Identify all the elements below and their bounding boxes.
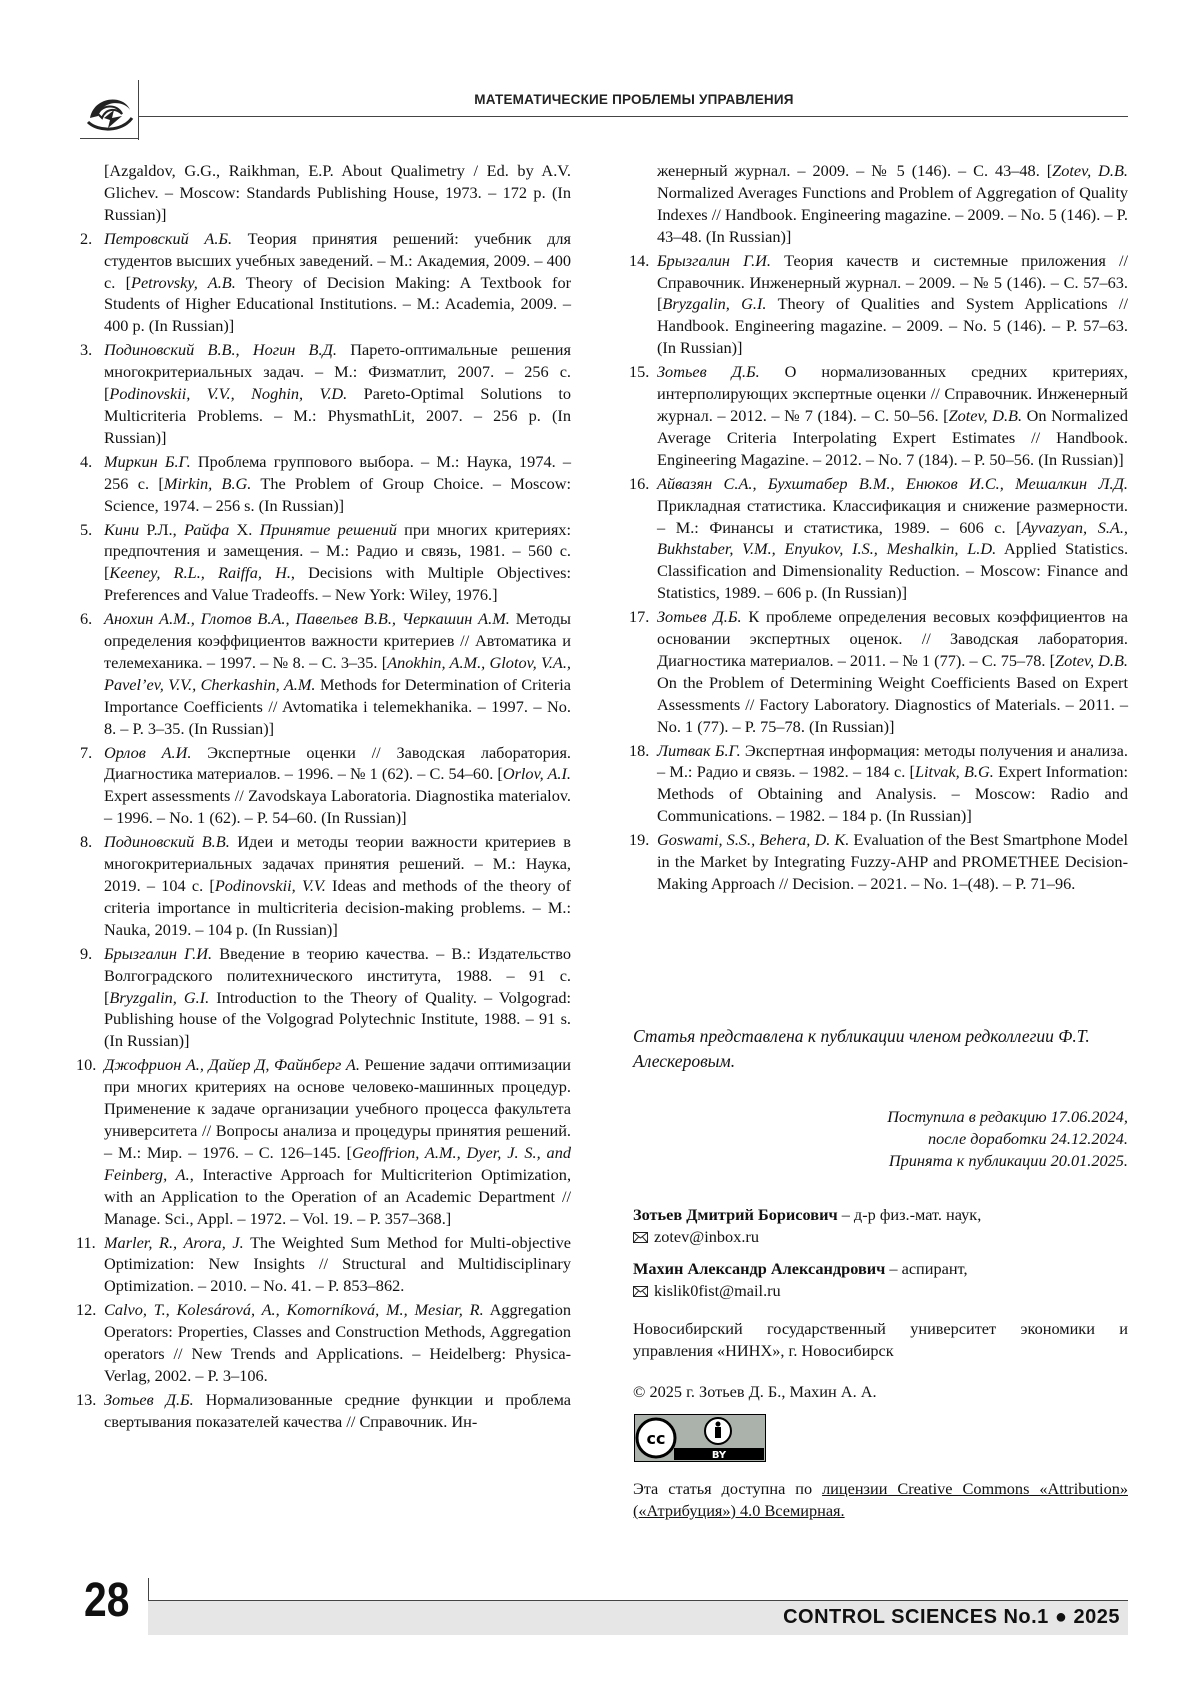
reference-number: 10.: [76, 1055, 97, 1075]
reference-authors-en: Ayvazyan, S.A., Bukhstaber, V.M., Enyukov, I.S., Meshalkin, L.D.: [657, 517, 1129, 559]
reference-authors: Айвазян С.А., Бухштабер В.М., Енюков И.С., Мешалкин Л.Д.: [657, 473, 1128, 493]
reference-authors-en: Petrovsky, A.B.: [131, 272, 236, 292]
reference-authors: Брызгалин Г.И.: [104, 943, 213, 963]
reference-authors-en: Geoffrion, A.M., Dyer, J. S., and Feinberg, A.: [104, 1142, 571, 1184]
reference-authors: Орлов А.И.: [104, 742, 192, 762]
journal-logo-icon: [84, 88, 136, 136]
reference-item: [629, 829, 1129, 895]
reference-item: [80, 943, 571, 1053]
reference-authors-en: Zotev, D.B.: [948, 405, 1023, 425]
reference-text: Теория качеств и системные приложения // Справочник. Инженерный журнал. – 2009. – № 5 (146). – С. 57–63. [: [657, 250, 1129, 314]
page-number: 28: [84, 1574, 130, 1627]
license-notice: [633, 1478, 1128, 1522]
reference-item: [76, 1299, 571, 1387]
reference-text-en: Introduction to the Theory of Quality. – Volgograd: Publishing house of the Volgograd Polytechnic Institute, 1988. – 91 s. (In Russian)]: [104, 987, 571, 1051]
reference-number: 6.: [80, 609, 93, 629]
copyright-line: © 2025 г. Зотьев Д. Б., Махин А. А.: [633, 1382, 877, 1401]
author-email[interactable]: zotev@inbox.ru: [654, 1227, 759, 1246]
reference-item: [80, 339, 571, 449]
license-prefix: Эта статья доступна по: [633, 1479, 823, 1498]
reference-item: [80, 451, 571, 517]
envelope-icon: [633, 1286, 648, 1297]
reference-text: The Weighted Sum Method for Multi-objective Optimization: New Insights // Structural and Multidisciplinary Optimization. – 2010. – No. 41. – P. 853–862.: [104, 1232, 571, 1296]
reference-authors-en: Bryzgalin, G.I.: [662, 294, 767, 314]
reference-authors: Marler, R., Arora, J.: [104, 1232, 244, 1252]
envelope-icon: [633, 1232, 648, 1243]
reference-text-en: Theory of Qualities and System Applications // Handbook. Engineering magazine. – 2009. – No. 5 (146). – P. 57–63. (In Russian)]: [657, 294, 1128, 358]
reference-text: О нормализованных средних критериях, интерполирующих экспертные оценки // Справочник. Инженерный журнал. – 2012. – № 7 (184). – С. 50–56. [: [657, 362, 1128, 425]
reference-item: [80, 228, 571, 338]
reference-text-en: , Interactive Approach for Multicriterion Optimization, with an Application to the Operation of an Academic Department // Manage. Sci., Appl. – 1972. – Vol. 19. – P. 357–368.]: [104, 1164, 572, 1228]
reference-text: Экспертная информация: методы получения и анализа. – М.: Радио и связь. – 1982. – 184 с. [: [657, 740, 1128, 782]
editor-note: Статья представлена к публикации членом редколлегии Ф.Т. Алескеровым.: [633, 1026, 1090, 1071]
received-dates: [633, 1106, 1128, 1172]
revised-date: после доработки 24.12.2024.: [927, 1129, 1128, 1148]
reference-text: Экспертные оценки // Заводская лаборатория. Диагностика материалов. – 1996. – № 1 (62). – С. 54–60. [: [104, 742, 571, 784]
reference-authors: Зотьев Д.Б.: [104, 1389, 194, 1409]
reference-title: Принятие решений: [259, 519, 397, 539]
reference-number: 8.: [80, 832, 93, 852]
reference-text-en: Normalized Averages Functions and Problem of Aggregation of Quality Indexes // Handbook. Engineering magazine. – 2009. – No. 5 (146). – P. 43–48. (In Russian)]: [657, 182, 1128, 246]
header-left-rule: [80, 138, 138, 139]
cc-by-label: BY: [711, 1450, 727, 1461]
reference-authors-en: Anokhin, A.M., Glotov, V.A., Pavel’ev, V.V., Cherkashin, A.M.: [104, 652, 571, 694]
reference-number: 3.: [80, 340, 93, 360]
reference-text-en: On the Problem of Determining Weight Coefficients Based on Expert Assessments // Factory Laboratory. Diagnostics of Materials. – 2011. – No. 1 (77). – P. 75–78. (In Russian)]: [657, 672, 1128, 736]
accepted-date: Принята к публикации 20.01.2025.: [888, 1151, 1128, 1170]
reference-authors: Calvo, T., Kolesárová, A., Komorníková, M., Mesiar, R.: [104, 1300, 484, 1320]
reference-authors-en: Zotev, D.B.: [1055, 650, 1129, 670]
reference-text: Р.Л.,: [139, 519, 184, 539]
reference-item: [80, 742, 571, 830]
reference-text: Х.: [229, 519, 260, 539]
reference-authors: Анохин А.М., Глотов В.А., Павельев В.В., Черкашин А.М.: [104, 609, 510, 629]
reference-text: [Azgaldov, G.G., Raikhman, E.P. About Qualimetry / Ed. by A.V. Glichev. – Moscow: Standards Publishing House, 1973. – 172 p. (In Russian)]: [104, 161, 571, 224]
references-right-column: [629, 160, 1129, 897]
reference-item: [629, 250, 1129, 360]
reference-number: 12.: [76, 1300, 97, 1320]
reference-number: 19.: [629, 830, 650, 850]
reference-authors-en: Bryzgalin, G.I.: [109, 987, 210, 1007]
reference-item: [629, 473, 1129, 604]
reference-item: [76, 1232, 571, 1298]
author-name: Махин Александр Александрович: [633, 1259, 886, 1278]
reference-text-en: On Normalized Average Criteria Interpolating Expert Estimates // Handbook. Engineering Magazine. – 2012. – No. 7 (184). – P. 50–56. (In Russian)]: [657, 405, 1129, 469]
reference-number: 11.: [76, 1232, 96, 1252]
references-left-column: [76, 160, 572, 1435]
reference-item: [80, 831, 571, 941]
reference-text: Парето-оптимальные решения многокритериальных задач. – М.: Физматлит, 2007. – 256 с. [: [104, 340, 572, 404]
reference-number: 18.: [629, 740, 650, 760]
header-horizontal-rule: [138, 116, 1128, 117]
reference-continuation: [80, 160, 571, 226]
reference-number: 7.: [80, 742, 93, 762]
reference-text: Введение в теорию качества. – В.: Издательство Волгоградского политехнического института, 1988. – 91 с. [: [104, 943, 571, 1007]
reference-text: Aggregation Operators: Properties, Classes and Construction Methods, Aggregation operators // New Trends and Applications. – Heidelberg: Physica-Verlag, 2002. – P. 3–106.: [104, 1300, 571, 1385]
reference-item: [76, 1389, 571, 1433]
reference-authors: Литвак Б.Г.: [657, 740, 741, 760]
reference-authors: Подиновский В.В., Ногин В.Д.: [104, 340, 337, 360]
reference-text: Теория принятия решений: учебник для студентов высших учебных заведений. – М.: Академия, 2009. – 400 с. [: [104, 228, 571, 292]
reference-authors-en: Mirkin, B.G.: [163, 473, 252, 493]
reference-text: Идеи и методы теории важности критериев в многокритериальных задачах принятия решений. – М.: Наука, 2019. – 104 с. [: [104, 832, 571, 895]
reference-authors: Зотьев Д.Б.: [657, 362, 760, 382]
reference-authors: Брызгалин Г.И.: [657, 250, 772, 270]
reference-text: женерный журнал. – 2009. – № 5 (146). – С. 43–48. [: [657, 161, 1053, 180]
reference-text-en: The Problem of Group Choice. – Moscow: Science, 1974. – 256 s. (In Russian)]: [104, 473, 571, 515]
reference-text-en: Expert assessments // Zavodskaya Laboratoria. Diagnostika materialov. – 1996. – No. 1 (62). – P. 54–60. (In Russian)]: [104, 786, 571, 828]
reference-authors: Зотьев Д.Б.: [657, 607, 742, 627]
reference-authors: Goswami, S.S., Behera, D. K.: [657, 830, 850, 850]
reference-authors-en: Orlov, A.I.: [502, 764, 571, 784]
reference-item: [629, 361, 1129, 471]
reference-item: [80, 519, 571, 607]
reference-item: [629, 606, 1129, 737]
reference-authors: Подиновский В.В.: [104, 832, 230, 852]
reference-authors: Райфа: [183, 519, 230, 539]
reference-authors-en: Keeney, R.L., Raiffa, H.: [109, 563, 291, 583]
reference-item: [629, 740, 1129, 828]
reference-list-left: [76, 228, 572, 1433]
reference-authors: Кини: [104, 519, 140, 539]
reference-number: 15.: [629, 362, 650, 382]
license-link[interactable]: лицензии Creative Commons «Attribution» («Атрибуция») 4.0 Всемирная.: [633, 1479, 1128, 1520]
author-email[interactable]: kislik0fist@mail.ru: [654, 1281, 781, 1300]
reference-text-en: Expert Information: Methods of Obtaining and Analysis. – Moscow: Radio and Communications. – 1982. – 184 p. (In Russian)]: [657, 762, 1129, 826]
affiliation: Новосибирский государственный университет экономики и управления «НИНХ», г. Новосибирск: [633, 1319, 1128, 1360]
reference-authors-en: Zotev, D.B.: [1052, 161, 1128, 180]
reference-authors: Джофрион А., Дайер Д, Файнберг А.: [104, 1055, 360, 1075]
author-role: – д-р физ.-мат. наук,: [837, 1205, 982, 1224]
reference-text-en: Applied Statistics. Classification and Dimensionality Reduction. – Moscow: Finance and Statistics, 1989. – 606 p. (In Russian)]: [657, 539, 1129, 603]
reference-text: Evaluation of the Best Smartphone Model in the Market by Integrating Fuzzy-AHP and PROMETHEE Decision-Making Approach // Decision. – 2021. – No. 1–(48). – P. 71–96.: [657, 830, 1129, 893]
author-name: Зотьев Дмитрий Борисович: [633, 1205, 838, 1224]
reference-text: Нормализованные средние функции и проблема свертывания показателей качества // Справочник. Ин-: [104, 1389, 571, 1431]
footer-journal-title: CONTROL SCIENCES No.1 ● 2025: [783, 1606, 1120, 1628]
header-vertical-rule: [138, 80, 139, 140]
reference-text: Решение задачи оптимизации при многих критериях на основе человеко-машинных процедур. Применение к задаче организации учебного процесса факультета университета // Вопросы анализа и процедуры принятия решений. – М.: Мир. – 1976. – С. 126–145. [: [104, 1055, 571, 1162]
reference-text: К проблеме определения весовых коэффициентов на основании экспертных оценок. // Заводская лаборатория. Диагностика материалов. – 2011. – № 1 (77). – С. 75–78. [: [657, 607, 1128, 670]
reference-number: 16.: [629, 473, 650, 493]
author-role: – аспирант,: [885, 1259, 968, 1278]
reference-number: 2.: [80, 228, 93, 248]
reference-authors-en: Litvak, B.G.: [914, 762, 994, 782]
reference-text: при многих критериях: предпочтения и замещения. – М.: Радио и связь, 1981. – 560 с. [: [104, 519, 572, 583]
creative-commons-by-badge-icon[interactable]: [634, 1414, 766, 1462]
reference-text-en: Pareto-Optimal Solutions to Multicriteria Problems. – M.: PhysmathLit, 2007. – 256 p. (In Russian)]: [104, 384, 571, 447]
reference-number: 13.: [76, 1389, 97, 1409]
author-block-2: [633, 1258, 1128, 1302]
reference-text: Прикладная статистика. Классификация и снижение размерности. – М.: Финансы и статистика, 1989. – 606 с. [: [657, 495, 1128, 537]
author-block-1: [633, 1204, 1128, 1248]
reference-authors: Петровский А.Б.: [104, 228, 233, 248]
received-date: Поступила в редакцию 17.06.2024,: [887, 1107, 1128, 1126]
reference-list-right: [629, 250, 1129, 895]
reference-number: 5.: [80, 519, 93, 539]
reference-authors-en: Podinovskii, V.V., Noghin, V.D.: [109, 384, 348, 404]
reference-authors-en: Podinovskii, V.V.: [214, 876, 326, 895]
reference-text-en: Ideas and methods of the theory of criteria importance in multicriteria decision-making problems. – M.: Nauka, 2019. – 104 p. (In Russian)]: [104, 876, 572, 939]
reference-text-en: Methods for Determination of Criteria Importance Coefficients // Avtomatika i telemekhanika. – 1997. – No. 8. – P. 3–35. (In Russian)]: [104, 674, 571, 738]
reference-text-en: Theory of Decision Making: A Textbook for Students of Higher Educational Institutions. – M.: Academia, 2009. – 400 p. (In Russian)]: [104, 272, 572, 336]
reference-authors: Миркин Б.Г.: [104, 451, 191, 471]
running-header-title: МАТЕМАТИЧЕСКИЕ ПРОБЛЕМЫ УПРАВЛЕНИЯ: [474, 92, 794, 107]
reference-number: 17.: [629, 607, 650, 627]
reference-text: Проблема группового выбора. – М.: Наука, 1974. – 256 с. [: [104, 451, 572, 493]
reference-number: 4.: [80, 451, 93, 471]
reference-text: Методы определения коэффициентов важности критериев // Автоматика и телемеханика. – 1997. – № 8. – С. 3–35. [: [104, 609, 571, 672]
svg-text:cc: cc: [646, 1429, 666, 1448]
reference-item: [76, 1054, 572, 1229]
reference-number: 9.: [80, 943, 93, 963]
reference-continuation: [633, 160, 1128, 248]
reference-text-en: , Decisions with Multiple Objectives: Preferences and Value Tradeoffs. – New York: Wiley, 1976.]: [104, 563, 572, 605]
reference-item: [80, 608, 571, 739]
reference-number: 14.: [629, 250, 650, 270]
